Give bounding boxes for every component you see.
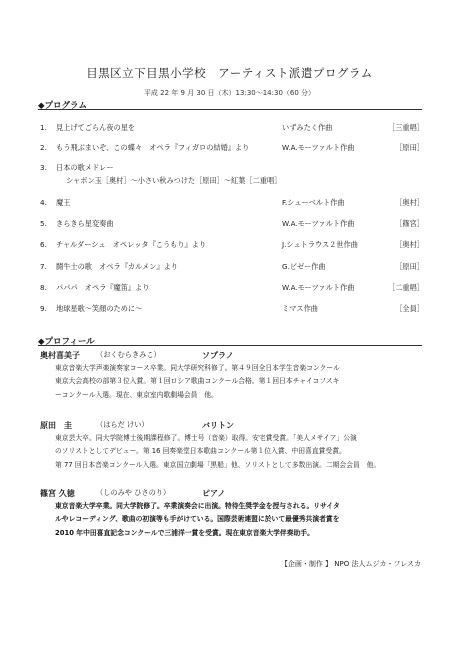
program-item-performer: ［原田］	[395, 143, 424, 152]
performer-name: 篠宮 久徳	[40, 489, 75, 498]
program-item	[40, 198, 424, 210]
bio-line: 第 77 回日本音楽コンクール入選。東京国立劇場「黒船」他、ソリストとして多数出演。二期会会員 他。	[55, 460, 381, 469]
program-item-composer: J.シュトラウス２世作曲	[282, 240, 358, 249]
program-item-number: 1.	[40, 123, 47, 132]
program-divider	[38, 109, 422, 110]
bio-line: ーコンクール入選。現在、東京室内歌劇場会員 他。	[55, 390, 218, 399]
profile-bio	[55, 362, 420, 402]
program-item-title: パパパ オペラ『魔笛』より	[56, 283, 150, 292]
performer-reading: （おくむらきみこ）	[96, 350, 161, 359]
program-item	[40, 304, 424, 316]
performer-name: 原田 圭	[40, 421, 72, 430]
program-item	[40, 143, 424, 155]
program-item-title: チャルダーシュ オペレッタ『こうもり』より	[56, 240, 207, 249]
program-item-composer: ミマス作曲	[282, 304, 318, 313]
page-title: 目黒区立下目黒小学校 アーティスト派遣プログラム	[86, 66, 373, 80]
program-item-composer: いずみたく作曲	[282, 123, 333, 132]
performer-reading: （はらだ けい）	[96, 420, 149, 429]
program-item-number: 3.	[40, 163, 47, 172]
program-item-title: 地球星歌～笑顔のために～	[56, 304, 143, 313]
program-item-composer: W.A.モーツァルト作曲	[282, 143, 355, 152]
program-item-title: 見上げてごらん夜の星を	[56, 123, 136, 132]
performer-reading: （しのみや ひさのり）	[96, 488, 171, 497]
program-item	[40, 240, 424, 252]
performer-name: 奥村喜美子	[40, 351, 80, 360]
profile-bio	[55, 432, 420, 472]
program-item-number: 9.	[40, 304, 47, 313]
bio-line: 2010 年中田喜直記念コンクールで三浦洋一賞を受賞。現在東京音楽大学伴奏助手。	[55, 528, 314, 537]
performer-part: バリトン	[202, 421, 234, 430]
program-item-performer: ［篠宮］	[395, 219, 424, 228]
program-item-number: 5.	[40, 219, 47, 228]
bio-line: ルやレコーディング、歌曲の初演等も手がけている。国際芸術連盟に於いて最優秀共演者賞を	[55, 515, 340, 524]
program-item	[40, 219, 424, 231]
profile-bio	[55, 500, 420, 540]
program-item-performer: ［二重唱］	[388, 283, 424, 292]
program-item-title: きらきら星変奏曲	[56, 219, 114, 228]
bio-line: 東京大会高校の部第３位入賞。第１回ロシア歌曲コンクール合格。第１回日本チャイコフスキ	[55, 377, 340, 386]
profile-header	[40, 488, 226, 499]
bio-line: 東京芸大卒。同大学院博士後期課程修了。博士号（音楽）取得。安宅賞受賞。「美人メサイア」公演	[55, 434, 357, 442]
profile-header	[40, 350, 234, 361]
performer-part: ピアノ	[202, 489, 226, 498]
medley-sequence: シャボン玉［奥村］～小さい秋みつけた［原田］～紅葉［二重唱］	[66, 176, 282, 185]
event-date: 平成 22 年 9 月 30 日（木）13:30～14:30（60 分）	[143, 89, 316, 97]
program-item-performer: ［奥村］	[395, 240, 424, 249]
program-item-title: 闘牛士の歌 オペラ『カルメン』より	[56, 262, 178, 271]
program-item	[40, 283, 424, 295]
program-item-composer: W.A.モーツァルト作曲	[282, 283, 355, 292]
profile-header	[40, 420, 234, 431]
program-item-title: もう飛ぶまいぞ、この蝶々 オペラ『フィガロの結婚』より	[56, 143, 250, 152]
producer-credit: 【企画・制作 】 NPO 法人ムジカ・フレスカ	[280, 560, 421, 568]
profile-divider	[38, 345, 422, 346]
program-item-number: 7.	[40, 262, 47, 271]
program-item	[40, 262, 424, 274]
program-heading: ◆プログラム	[38, 101, 87, 111]
program-item-title: 日本の歌メドレー	[56, 163, 114, 172]
program-item-composer: G.ビゼー作曲	[282, 262, 326, 271]
program-item-performer: ［三重唱］	[388, 123, 424, 132]
program-item-number: 6.	[40, 240, 47, 249]
performer-part: ソプラノ	[202, 351, 234, 360]
program-item-title: 魔王	[56, 198, 71, 207]
program-item-performer: ［原田］	[395, 262, 424, 271]
program-item-number: 2.	[40, 143, 47, 152]
program-item-number: 4.	[40, 198, 47, 207]
program-item	[40, 123, 424, 135]
bio-line: のソリストとしてデビュー。第 16 回奏楽堂日本歌曲コンクール第１位入賞、中田喜直賞受賞。	[55, 447, 346, 456]
program-item-performer: ［全員］	[395, 304, 424, 313]
program-item-composer: F.シューベルト作曲	[282, 198, 345, 207]
program-item-composer: W.A.モーツァルト作曲	[282, 219, 355, 228]
program-item-performer: ［奥村］	[395, 198, 424, 207]
profile-heading: ◆プロフィール	[38, 337, 95, 347]
bio-line: 東京音楽大学声楽演奏家コース卒業。同大学研究科修了。第４９回全日本学生音楽コンクール	[55, 364, 340, 372]
program-item	[40, 163, 424, 175]
bio-line: 東京音楽大学卒業。同大学院修了。卒業演奏会に出演。特待生奨学金を授与される。リサイタ	[55, 502, 340, 510]
program-item-number: 8.	[40, 283, 47, 292]
